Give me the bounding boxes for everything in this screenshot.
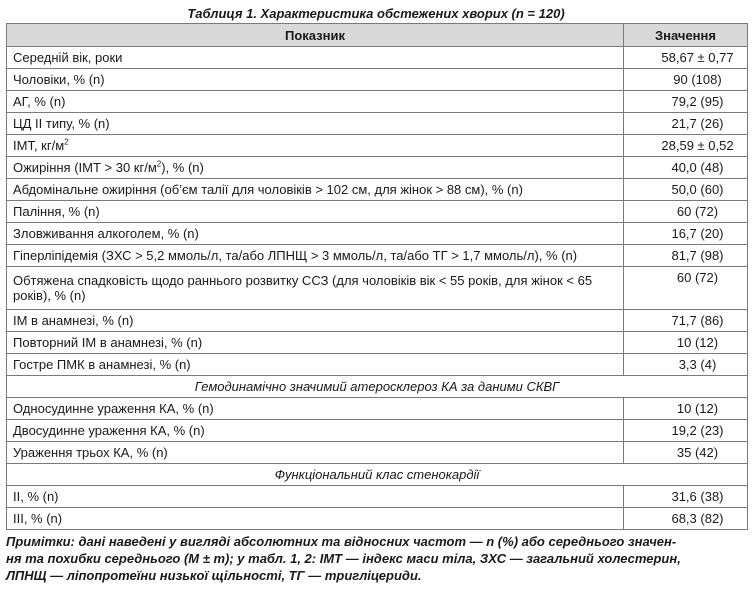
row-value: 71,7 (86) xyxy=(624,310,748,332)
patient-characteristics-table xyxy=(6,23,748,530)
table-notes xyxy=(6,530,747,584)
row-value: 31,6 (38) xyxy=(624,486,748,508)
superscript: 2 xyxy=(64,137,69,147)
row-label: Гіперліпідемія (ЗХС > 5,2 ммоль/л, та/або ЛПНЩ > 3 ммоль/л, та/або ТГ > 1,7 ммоль/л), % (n) xyxy=(7,245,624,267)
notes-line: Примітки: дані наведені у вигляді абсолютних та відносних частот — n (%) або середнього значен- xyxy=(6,534,677,549)
superscript: 2 xyxy=(156,159,162,169)
table-row xyxy=(7,354,748,376)
section-title-atherosclerosis: Гемодинамічно значимий атеросклероз КА за даними СКВГ xyxy=(7,376,748,398)
notes-line: ЛПНЩ — ліпопротеїни низької щільності, ТГ — тригліцериди. xyxy=(6,568,422,583)
section-title-angina-class: Функціональний клас стенокардії xyxy=(7,464,748,486)
table-row xyxy=(7,47,748,69)
row-value: 81,7 (98) xyxy=(624,245,748,267)
row-value: 79,2 (95) xyxy=(624,91,748,113)
row-label: Зловживання алкоголем, % (n) xyxy=(7,223,624,245)
row-label xyxy=(7,157,624,179)
row-value: 10 (12) xyxy=(624,332,748,354)
row-label xyxy=(7,135,624,157)
row-label: Односудинне ураження КА, % (n) xyxy=(7,398,624,420)
row-label: АГ, % (n) xyxy=(7,91,624,113)
row-label: Ураження трьох КА, % (n) xyxy=(7,442,624,464)
table-row xyxy=(7,135,748,157)
table-row xyxy=(7,69,748,91)
table-row xyxy=(7,267,748,310)
table-row xyxy=(7,398,748,420)
section-header-row xyxy=(7,376,748,398)
table-row xyxy=(7,442,748,464)
table-row xyxy=(7,245,748,267)
row-value: 10 (12) xyxy=(624,398,748,420)
row-label: Повторний ІМ в анамнезі, % (n) xyxy=(7,332,624,354)
row-label: III, % (n) xyxy=(7,508,624,530)
row-value: 35 (42) xyxy=(624,442,748,464)
row-value: 28,59 ± 0,52 xyxy=(624,135,748,157)
row-value: 68,3 (82) xyxy=(624,508,748,530)
row-value: 50,0 (60) xyxy=(624,179,748,201)
row-value: 90 (108) xyxy=(624,69,748,91)
row-label: ЦД ІІ типу, % (n) xyxy=(7,113,624,135)
table-row xyxy=(7,201,748,223)
notes-line: ня та похибки середнього (M ± m); у табл. 1, 2: ІМТ — індекс маси тіла, ЗХС — загальний холестерин, xyxy=(6,551,681,566)
row-value: 60 (72) xyxy=(624,267,748,310)
table-row xyxy=(7,179,748,201)
row-value: 16,7 (20) xyxy=(624,223,748,245)
header-value: Значення xyxy=(624,24,748,47)
row-label: Абдомінальне ожиріння (об’єм талії для чоловіків > 102 см, для жінок > 88 см), % (n) xyxy=(7,179,624,201)
table-row xyxy=(7,91,748,113)
table-row xyxy=(7,332,748,354)
row-value: 60 (72) xyxy=(624,201,748,223)
table-row xyxy=(7,508,748,530)
section-header-row xyxy=(7,464,748,486)
row-label: Чоловіки, % (n) xyxy=(7,69,624,91)
header-indicator: Показник xyxy=(7,24,624,47)
row-value: 58,67 ± 0,77 xyxy=(624,47,748,69)
table-row xyxy=(7,223,748,245)
table-row xyxy=(7,310,748,332)
row-value: 19,2 (23) xyxy=(624,420,748,442)
table-row xyxy=(7,113,748,135)
table-header-row xyxy=(7,24,748,47)
row-label: Двосудинне ураження КА, % (n) xyxy=(7,420,624,442)
table-caption: Таблиця 1. Характеристика обстежених хворих (n = 120) xyxy=(187,6,565,21)
row-value: 21,7 (26) xyxy=(624,113,748,135)
row-label: Обтяжена спадковість щодо раннього розвитку ССЗ (для чоловіків вік < 55 років, для жінок < 65 років), % (n) xyxy=(7,267,624,310)
table-row xyxy=(7,486,748,508)
row-label: Паління, % (n) xyxy=(7,201,624,223)
row-label-suffix: ), % (n) xyxy=(161,160,204,175)
row-label: Середній вік, роки xyxy=(7,47,624,69)
row-label: ІМ в анамнезі, % (n) xyxy=(7,310,624,332)
row-label-text: ІМТ, кг/м xyxy=(13,138,65,153)
row-value: 3,3 (4) xyxy=(624,354,748,376)
row-label-text: Ожиріння (ІМТ > 30 кг/м xyxy=(13,160,157,175)
row-value: 40,0 (48) xyxy=(624,157,748,179)
row-label: II, % (n) xyxy=(7,486,624,508)
table-row xyxy=(7,420,748,442)
table-row xyxy=(7,157,748,179)
row-label: Гостре ПМК в анамнезі, % (n) xyxy=(7,354,624,376)
